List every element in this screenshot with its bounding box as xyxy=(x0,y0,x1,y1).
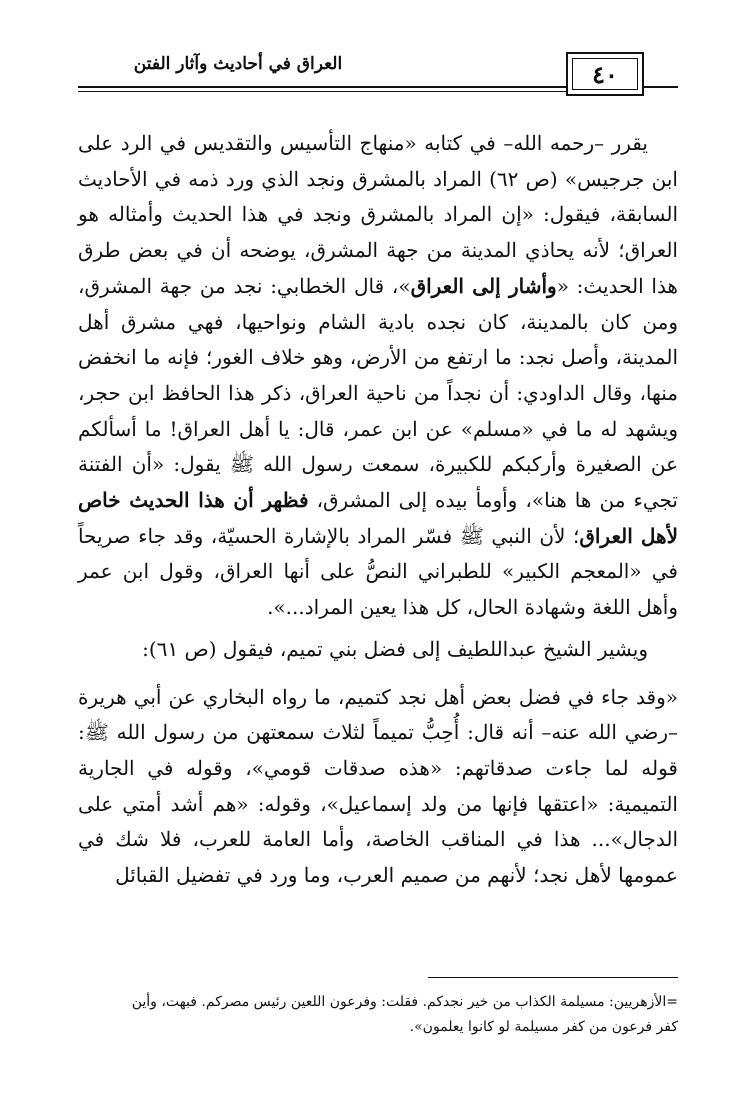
emphasis-text: فظهر أن هذا الحديث خاص لأهل العراق xyxy=(78,488,678,548)
paragraph-1 xyxy=(78,126,678,626)
footnote-line: =الأزهريين: مسيلمة الكذاب من خير نجدكم. فقلت: وفرعون اللعين رئيس مصركم. فبهت، وأين xyxy=(131,994,678,1010)
header-rule xyxy=(78,86,566,88)
page-number: ٤٠ xyxy=(572,58,638,90)
emphasis-text: وأشار إلى العراق xyxy=(410,273,557,298)
header-rule-right xyxy=(644,86,678,88)
text-run: يقرر –رحمه الله– في كتابه «منهاج التأسيس والتقديس في الرد على ابن جرجيس» (ص ٦٢) المراد بالمشرق ونجد الذي ورد ذمه في الأحاديث السابقة، فيقول: «إن المراد بالمشرق ونجد في هذا الحديث وأمثاله هو العراق؛ لأنه يحاذي المدينة من جهة المشرق، يوضحه أن في بعض طرق هذا الحديث: « xyxy=(78,131,678,298)
text-run: ؛ لأن النبي ﷺ فسّر المراد بالإشارة الحسيّة، وقد جاء صريحاً في «المعجم الكبير» للطبراني النصُّ على أنها العراق، وقول ابن عمر وأهل اللغة وشهادة الحال، كل هذا يعين المراد...». xyxy=(78,523,678,620)
body-text xyxy=(78,126,678,894)
paragraph-3: «وقد جاء في فضل بعض أهل نجد كتميم، ما رواه البخاري عن أبي هريرة –رضي الله عنه– أنه قال: أُحِبُّ تميماً لثلاث سمعتهن من رسول الله ﷺ: قوله لما جاءت صدقاتهم: «هذه صدقات قومي»، وقوله في الجارية التميمية: «اعتقها فإنها من ولد إسماعيل»، وقوله: «هم أشد أمتي على الدجال»... هذا في المناقب الخاصة، وأما العامة للعرب، فلا شك في عمومها لأهل نجد؛ لأنهم من صميم العرب، وما ورد في تفضيل القبائل xyxy=(78,684,678,888)
footnote-rule xyxy=(428,977,678,978)
paragraph-2: ويشير الشيخ عبداللطيف إلى فضل بني تميم، فيقول (ص ٦١): xyxy=(142,636,648,661)
page-number-box xyxy=(566,52,644,96)
footnote xyxy=(78,990,678,1040)
header-rule-thin xyxy=(78,91,566,92)
running-title: العراق في أحاديث وآثار الفتن xyxy=(133,54,343,74)
text-run: »، قال الخطابي: نجد من جهة المشرق، ومن كان بالمدينة، كان نجده بادية الشام ونواحيها، فهي مشرق أهل المدينة، وأصل نجد: ما ارتفع من الأرض، وهو خلاف الغور؛ فإنه ما انخفض منها، وقال الداودي: أن نجداً من ناحية العراق، ذكر هذا الحافظ ابن حجر، ويشهد له ما في «مسلم» عن ابن عمر، قال: يا أهل العراق! ما أسألكم عن الصغيرة وأركبكم للكبيرة، سمعت رسول الله ﷺ يقول: «أن الفتنة تجيء من ها هنا»، وأومأ بيده إلى المشرق، xyxy=(78,273,678,513)
footnote-line: كفر فرعون من كفر مسيلمة لو كانوا يعلمون». xyxy=(409,1019,678,1035)
page-header xyxy=(78,52,678,98)
